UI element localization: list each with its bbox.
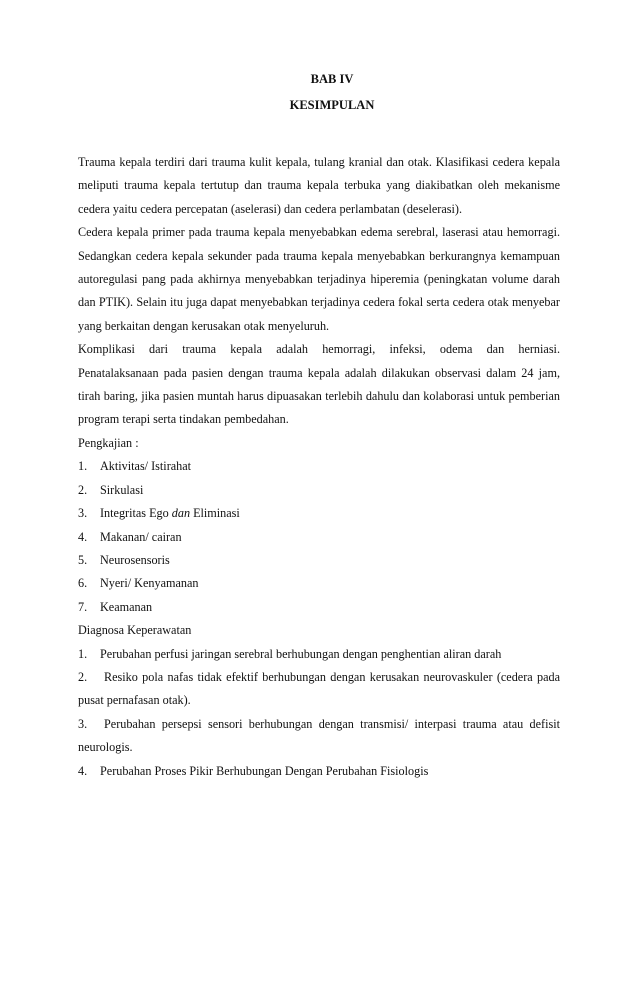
list-item-number: 2. bbox=[78, 669, 88, 684]
list-item-text: Perubahan Proses Pikir Berhubungan Dengan Perubahan Fisiologis bbox=[100, 763, 429, 778]
list-item-number: 6. bbox=[78, 576, 88, 591]
list-item-number: 4. bbox=[78, 763, 88, 778]
paragraph-primary-injury: Cedera kepala primer pada trauma kepala menyebabkan edema serebral, laserasi atau hemorragi. Sedangkan cedera kepala sekunder pada trauma kepala menyebabkan berkurangnya kemampuan autoregulasi pang pada akhirnya menyebabkan terjadinya hiperemia (peningkatan volume darah dan PTIK). Selain itu juga dapat menyebabkan terjadinya cedera fokal serta cedera otak menyebar yang berkaitan dengan kerusakan otak menyeluruh. bbox=[78, 225, 560, 333]
list-item bbox=[78, 572, 560, 595]
list-item-text: Aktivitas/ Istirahat bbox=[100, 459, 192, 474]
list-item-text: Integritas Ego bbox=[100, 506, 172, 521]
paragraph-complications: Komplikasi dari trauma kepala adalah hemorragi, infeksi, odema dan herniasi. bbox=[78, 342, 560, 357]
list-item bbox=[78, 713, 560, 760]
diagnosis-list bbox=[78, 643, 560, 783]
list-item bbox=[78, 479, 560, 502]
list-item-text: Keamanan bbox=[100, 599, 153, 614]
paragraph-management: Penatalaksanaan pada pasien dengan trauma kepala adalah dilakukan observasi dalam 24 jam, tirah baring, jika pasien muntah harus dipuasakan terlebih dahulu dan kolaborasi untuk pemberian program terapi serta tindakan pembedahan. bbox=[78, 365, 560, 427]
list-item-text: Sirkulasi bbox=[100, 482, 144, 497]
list-item-number: 1. bbox=[78, 459, 88, 474]
list-item bbox=[78, 455, 560, 478]
list-item bbox=[78, 502, 560, 525]
list-item-italic-text: dan bbox=[171, 506, 191, 521]
list-item-number: 4. bbox=[78, 529, 88, 544]
list-item-text: Eliminasi bbox=[190, 506, 240, 521]
list-item-text: Makanan/ cairan bbox=[100, 529, 182, 544]
list-item bbox=[78, 549, 560, 572]
list-item bbox=[78, 596, 560, 619]
chapter-heading: BAB IV bbox=[310, 72, 354, 86]
list-item-text: Perubahan persepsi sensori berhubungan dengan transmisi/ interpasi trauma atau defisit neurologis. bbox=[78, 716, 560, 755]
paragraph-trauma-definition: Trauma kepala terdiri dari trauma kulit kepala, tulang kranial dan otak. Klasifikasi cedera kepala meliputi trauma kepala tertutup dan trauma kepala terbuka yang diakibatkan oleh mekanisme cedera yaitu cedera percepatan (aselerasi) dan cedera perlambatan (deselerasi). bbox=[78, 155, 560, 216]
assessment-heading: Pengkajian : bbox=[78, 435, 139, 450]
document-body bbox=[78, 151, 560, 783]
chapter-title: KESIMPULAN bbox=[289, 98, 375, 112]
assessment-list bbox=[78, 455, 560, 619]
list-item-number: 3. bbox=[78, 716, 88, 731]
list-item-number: 3. bbox=[78, 506, 88, 521]
list-item bbox=[78, 526, 560, 549]
list-item-number: 1. bbox=[78, 646, 88, 661]
list-item-number: 2. bbox=[78, 482, 88, 497]
diagnosis-heading: Diagnosa Keperawatan bbox=[78, 623, 192, 638]
list-item bbox=[78, 760, 560, 783]
list-item bbox=[78, 643, 560, 666]
list-item-text: Neurosensoris bbox=[100, 552, 170, 567]
list-item-text: Resiko pola nafas tidak efektif berhubungan dengan kerusakan neurovaskuler (cedera pada pusat pernafasan otak). bbox=[78, 669, 560, 708]
list-item-number: 5. bbox=[78, 552, 88, 567]
list-item-number: 7. bbox=[78, 599, 88, 614]
list-item bbox=[78, 666, 560, 713]
list-item-text: Perubahan perfusi jaringan serebral berhubungan dengan penghentian aliran darah bbox=[100, 646, 502, 661]
list-item-text: Nyeri/ Kenyamanan bbox=[100, 576, 199, 591]
